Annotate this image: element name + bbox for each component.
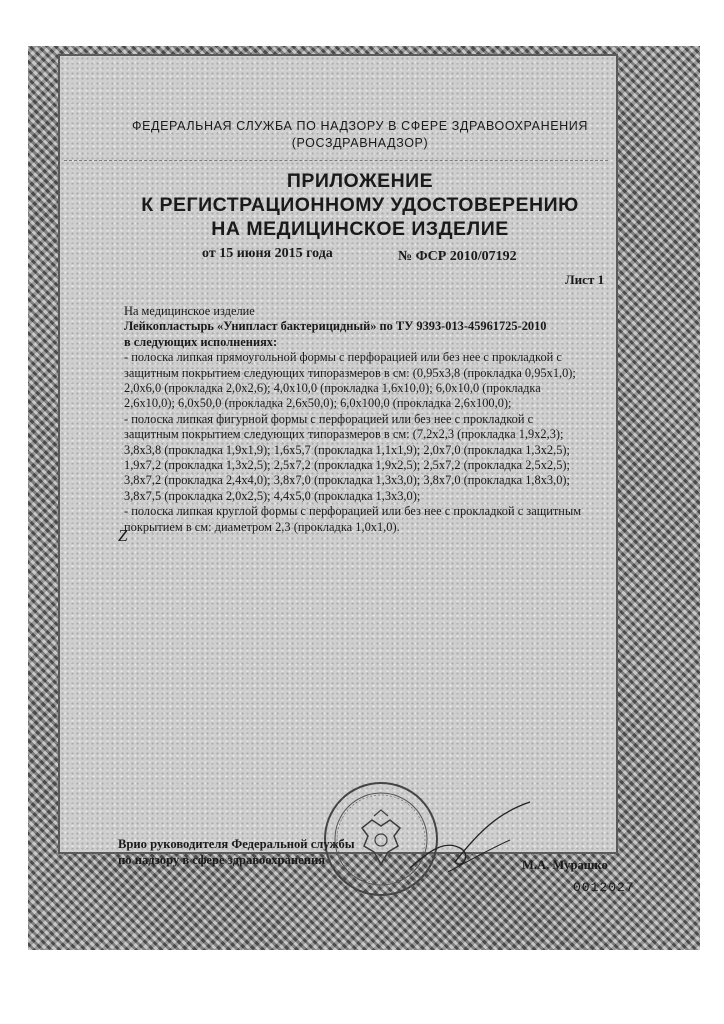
body-line: 2,0х6,0 (прокладка 2,0х2,6); 4,0х10,0 (прокладка 1,6х10,0); 6,0х10,0 (прокладка <box>124 381 541 396</box>
product-name: Лейкопластырь «Унипласт бактерицидный» по ТУ 9393-013-45961725-2010 <box>124 319 547 334</box>
body-line: защитным покрытием следующих типоразмеров в см: (7,2х2,3 (прокладка 1,9х2,3); <box>124 427 564 442</box>
body-line: защитным покрытием следующих типоразмеров в см: (0,95х3,8 (прокладка 0,95х1,0); <box>124 365 576 380</box>
signatory-position <box>118 836 355 868</box>
serial-number: 0012027 <box>573 880 635 895</box>
handwritten-signature <box>400 800 540 880</box>
agency-header <box>90 118 630 152</box>
document-title-line3: НА МЕДИЦИНСКОЕ ИЗДЕЛИЕ <box>211 218 509 240</box>
body-line: - полоска липкая круглой формы с перфорацией или без нее с прокладкой с защитным <box>124 504 582 519</box>
issue-date: от 15 июня 2015 года <box>202 246 333 261</box>
body-text <box>124 304 614 535</box>
body-line: На медицинское изделие <box>124 304 255 318</box>
header-divider <box>64 160 608 161</box>
signatory-position-line1: Врио руководителя Федеральной службы <box>118 837 355 851</box>
agency-name: ФЕДЕРАЛЬНАЯ СЛУЖБА ПО НАДЗОРУ В СФЕРЕ ЗДРАВООХРАНЕНИЯ <box>132 119 588 133</box>
agency-abbreviation: (РОСЗДРАВНАДЗОР) <box>291 136 429 150</box>
signatory-name: М.А. Мурашко <box>522 858 608 872</box>
document-title-line1: ПРИЛОЖЕНИЕ <box>286 170 434 192</box>
body-line: - полоска липкая фигурной формы с перфорацией или без нее с прокладкой с <box>124 411 534 426</box>
body-line: 3,8х3,8 (прокладка 1,9х1,9); 1,6х5,7 (прокладка 1,1х1,9); 2,0х7,0 (прокладка 1,3х2,5); <box>124 442 570 457</box>
registration-number: № ФСР 2010/07192 <box>398 249 517 264</box>
z-mark: Z <box>118 526 128 545</box>
body-line: 2,6х10,0); 6,0х50,0 (прокладка 2,6х50,0); 6,0х100,0 (прокладка 2,6х100,0); <box>124 396 512 411</box>
body-line: 1,9х7,2 (прокладка 1,3х2,5); 2,5х7,2 (прокладка 1,9х2,5); 2,5х7,2 (прокладка 2,5х2,5); <box>124 458 570 473</box>
body-line: 3,8х7,2 (прокладка 2,4х4,0); 3,8х7,0 (прокладка 1,3х3,0); 3,8х7,0 (прокладка 1,8х3,0); <box>124 473 570 488</box>
body-line: в следующих исполнениях: <box>124 334 278 349</box>
document-title-line2: К РЕГИСТРАЦИОННОМУ УДОСТОВЕРЕНИЮ <box>141 194 579 216</box>
body-line: покрытием в см: диаметром 2,3 (прокладка 1,0х1,0). <box>124 519 400 534</box>
body-line: - полоска липкая прямоугольной формы с перфорацией или без нее с прокладкой с <box>124 350 562 365</box>
signatory-position-line2: по надзору в сфере здравоохранения <box>118 853 326 867</box>
body-line: 3,8х7,5 (прокладка 2,0х2,5); 4,4х5,0 (прокладка 1,3х3,0); <box>124 488 421 503</box>
sheet-number: Лист 1 <box>565 272 605 287</box>
